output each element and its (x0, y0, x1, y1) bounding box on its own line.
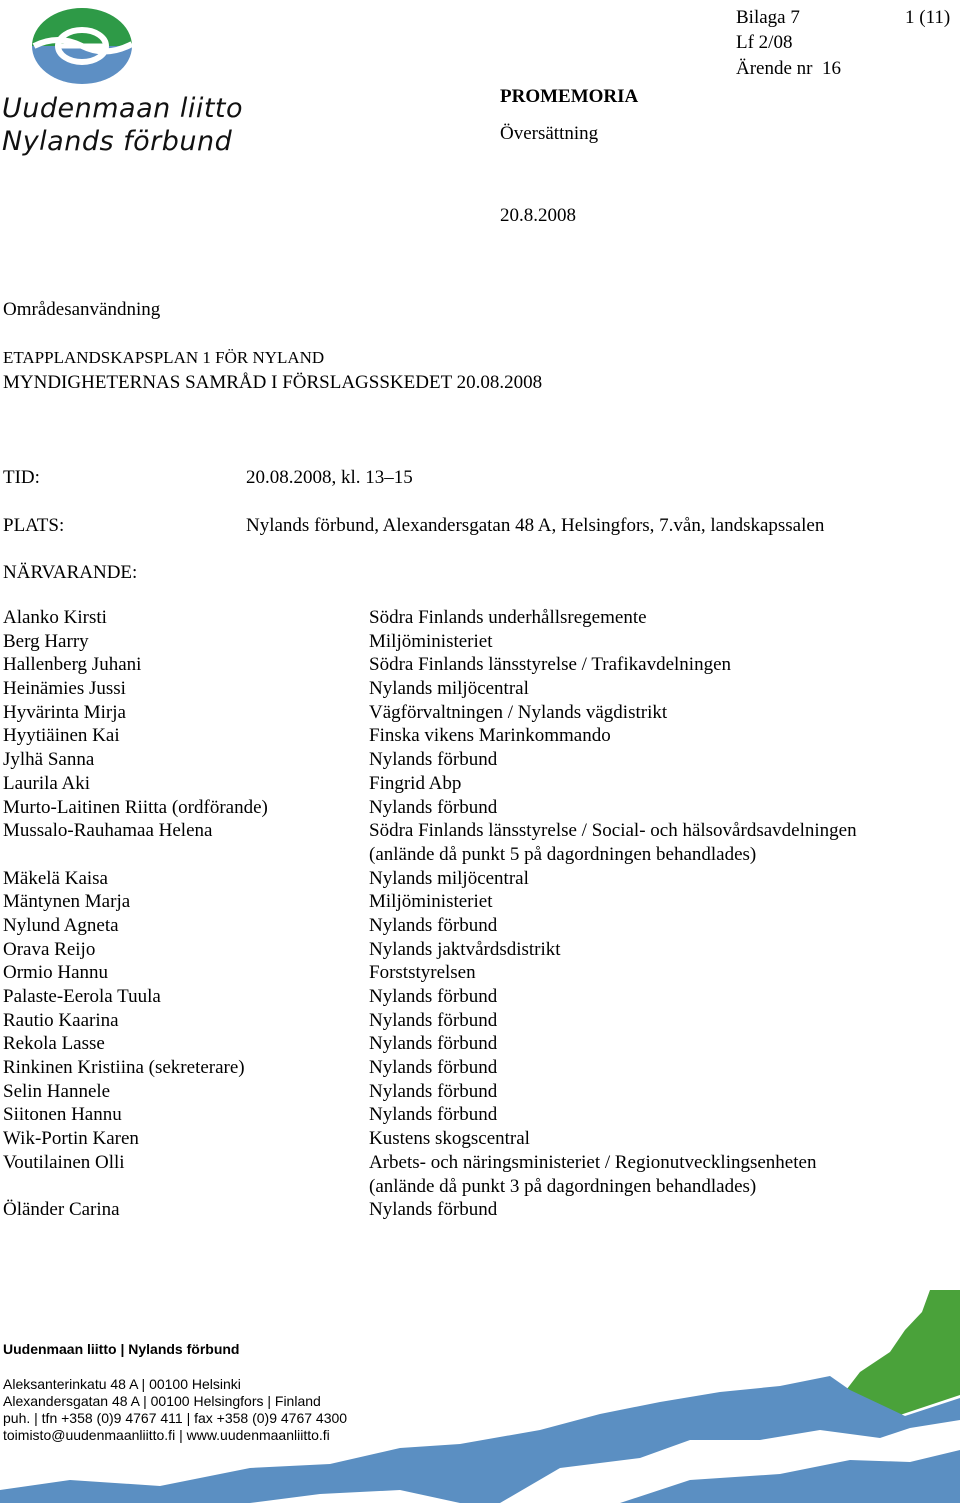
time-label: TID: (3, 467, 40, 488)
attendee-name: Hyvärinta Mirja (3, 701, 126, 723)
attendee-name: Alanko Kirsti (3, 607, 107, 628)
attendee-name: Siitonen Hannu (3, 1104, 122, 1126)
footer-org: Uudenmaan liitto | Nylands förbund (3, 1341, 240, 1357)
attendee-org: Nylands förbund (369, 1080, 498, 1102)
attendee-org: Nylands miljöcentral (369, 867, 529, 889)
attendee-org: Nylands förbund (369, 986, 498, 1007)
attendee-name: Palaste-Eerola Tuula (3, 986, 161, 1007)
attendee-org: Nylands förbund (369, 1199, 498, 1221)
attendee-name: Jylhä Sanna (3, 749, 95, 771)
page-number: 1 (11) (905, 7, 951, 28)
attendee-name: Öländer Carina (3, 1199, 120, 1221)
attendee-name: Hallenberg Juhani (3, 654, 142, 676)
attendee-name: Wik-Portin Karen (3, 1128, 139, 1150)
attendee-name: Orava Reijo (3, 938, 96, 960)
attendee-org: Södra Finlands länsstyrelse / Trafikavdelningen (369, 654, 732, 676)
attachment-label: Bilaga 7 (736, 7, 800, 28)
attendee-name (3, 1175, 268, 1199)
attendee-org: Vägförvaltningen / Nylands vägdistrikt (369, 701, 668, 723)
present-label: NÄRVARANDE: (3, 562, 138, 583)
attendee-org: Miljöministeriet (369, 891, 493, 913)
footer-address-fi: Aleksanterinkatu 48 A | 00100 Helsinki (3, 1376, 241, 1392)
attendee-org: Kustens skogscentral (369, 1128, 530, 1150)
attendee-org: Nylands förbund (369, 749, 498, 771)
attendee-name (3, 843, 268, 867)
attendee-name: Mäkelä Kaisa (3, 867, 108, 889)
attendee-name: Ormio Hannu (3, 962, 109, 984)
attendee-orgs-column (369, 606, 857, 1222)
case-number: Ärende nr 16 (736, 58, 841, 79)
attendee-name: Nylund Agneta (3, 914, 119, 936)
attendee-org: Finska vikens Marinkommando (369, 725, 611, 747)
translation-label: Översättning (500, 123, 599, 144)
attendee-name: Heinämies Jussi (3, 678, 126, 700)
attendee-name: Rekola Lasse (3, 1033, 105, 1055)
document-date: 20.8.2008 (500, 205, 576, 226)
attendee-name: Mäntynen Marja (3, 891, 131, 913)
attendee-name: Voutilainen Olli (3, 1151, 125, 1173)
consultation-title: MYNDIGHETERNAS SAMRÅD I FÖRSLAGSSKEDET 20.08.2008 (3, 372, 543, 393)
attendee-org: Miljöministeriet (369, 630, 493, 652)
footer-phone: puh. | tfn +358 (0)9 4767 411 | fax +358 (0)9 4767 4300 (3, 1410, 348, 1426)
attendee-org: Södra Finlands underhållsregemente (369, 607, 647, 628)
attendee-org: Forststyrelsen (369, 962, 476, 984)
attendee-org: Nylands förbund (369, 1057, 498, 1079)
attendee-org: Nylands jaktvårdsdistrikt (369, 938, 561, 960)
lf-number: Lf 2/08 (736, 32, 793, 53)
attendee-org: Nylands förbund (369, 1104, 498, 1126)
attendee-name: Hyytiäinen Kai (3, 725, 120, 747)
attendee-names-column (3, 606, 268, 1222)
logo-name-fi: Uudenmaan liitto (2, 93, 244, 124)
attendee-name: Rinkinen Kristiina (sekreterare) (3, 1057, 245, 1079)
footer-address-sv: Alexandersgatan 48 A | 00100 Helsingfors | Finland (3, 1393, 321, 1409)
attendee-org: Nylands miljöcentral (369, 678, 529, 700)
plan-title: ETAPPLANDSKAPSPLAN 1 FÖR NYLAND (3, 348, 325, 367)
place-label: PLATS: (3, 515, 65, 536)
attendee-name: Selin Hannele (3, 1080, 111, 1102)
attendee-name: Mussalo-Rauhamaa Helena (3, 820, 213, 842)
attendee-org: Fingrid Abp (369, 772, 462, 794)
attendee-org: Nylands förbund (369, 796, 498, 818)
organization-logo-icon (28, 4, 136, 84)
logo-name-sv: Nylands förbund (2, 126, 233, 157)
attendee-org: Nylands förbund (369, 914, 498, 936)
area-heading: Områdesanvändning (3, 299, 161, 320)
time-value: 20.08.2008, kl. 13–15 (246, 467, 413, 488)
attendee-name: Rautio Kaarina (3, 1009, 119, 1031)
attendee-org: Arbets- och näringsministeriet / Regionutvecklingsenheten (369, 1151, 817, 1173)
document-type: PROMEMORIA (500, 86, 639, 107)
attendee-org: Nylands förbund (369, 1033, 498, 1055)
attendee-org: (anlände då punkt 3 på dagordningen behandlades) (369, 1175, 757, 1197)
attendee-org: (anlände då punkt 5 på dagordningen behandlades) (369, 843, 757, 865)
attendee-name: Berg Harry (3, 630, 89, 652)
place-value: Nylands förbund, Alexandersgatan 48 A, Helsingfors, 7.vån, landskapssalen (246, 515, 825, 536)
attendee-name: Murto-Laitinen Riitta (ordförande) (3, 796, 268, 818)
attendee-org: Nylands förbund (369, 1009, 498, 1031)
attendee-org: Södra Finlands länsstyrelse / Social- och hälsovårdsavdelningen (369, 820, 857, 842)
footer-contact[interactable]: toimisto@uudenmaanliitto.fi | www.uudenmaanliitto.fi (3, 1427, 330, 1443)
attendee-name: Laurila Aki (3, 772, 91, 794)
